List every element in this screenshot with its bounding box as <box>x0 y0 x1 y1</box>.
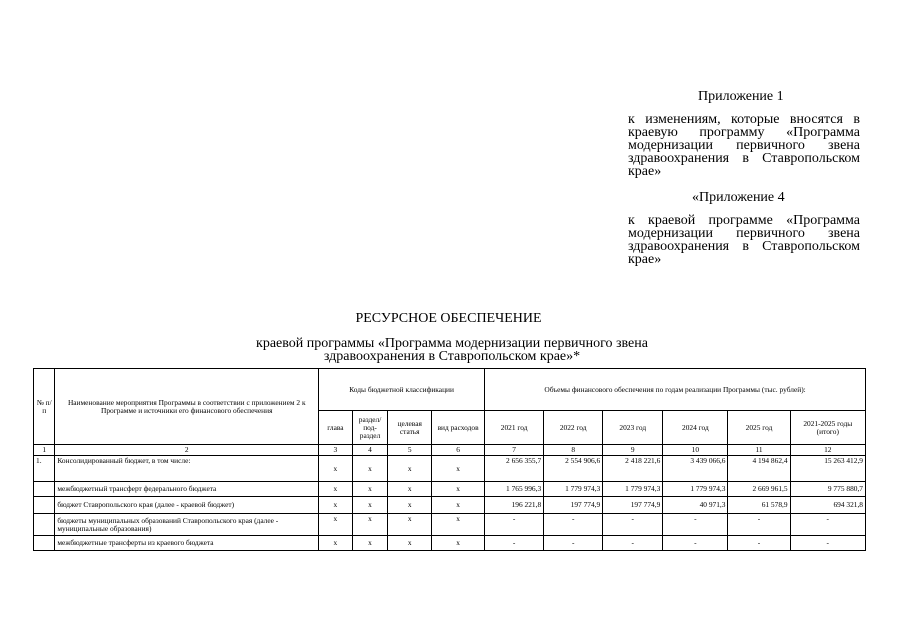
appendix1-text: к изменениям, которые вносятся в краевую программу «Программа модернизации первичного звена здравоохранения в Ставропольском крае» <box>628 112 860 179</box>
value-cell: - <box>544 514 603 536</box>
value-cell: 2 554 906,6 <box>544 456 603 482</box>
row-name: бюджеты муниципальных образований Ставропольского края (далее - муниципальные образования) <box>55 514 319 536</box>
row-no: 1. <box>34 456 55 482</box>
value-cell: 4 194 862,4 <box>728 456 790 482</box>
year-head: 2024 год <box>663 411 728 445</box>
code-head: вид расходов <box>432 411 485 445</box>
value-cell: - <box>603 536 663 551</box>
code-head: раздел/ под-раздел <box>352 411 388 445</box>
index-cell: 5 <box>388 445 432 456</box>
table-row <box>34 536 866 551</box>
value-cell: - <box>603 514 663 536</box>
value-cell: 40 971,3 <box>663 497 728 514</box>
header-no: № п/п <box>34 369 55 445</box>
value-cell: - <box>728 536 790 551</box>
code-cell: х <box>432 536 485 551</box>
value-cell: 15 263 412,9 <box>790 456 865 482</box>
index-cell: 11 <box>728 445 790 456</box>
table-row <box>34 514 866 536</box>
code-cell: х <box>352 536 388 551</box>
code-cell: х <box>352 456 388 482</box>
code-cell: х <box>432 482 485 497</box>
index-cell: 3 <box>319 445 353 456</box>
code-cell: х <box>319 482 353 497</box>
index-cell: 7 <box>485 445 544 456</box>
code-cell: х <box>388 482 432 497</box>
index-cell: 4 <box>352 445 388 456</box>
index-cell: 10 <box>663 445 728 456</box>
code-cell: х <box>352 514 388 536</box>
table-row <box>34 456 866 482</box>
code-cell: х <box>319 456 353 482</box>
value-cell: - <box>663 536 728 551</box>
row-name: бюджет Ставропольского края (далее - краевой бюджет) <box>55 497 319 514</box>
code-cell: х <box>388 536 432 551</box>
document-heading: РЕСУРСНОЕ ОБЕСПЕЧЕНИЕ <box>355 311 542 326</box>
index-cell: 6 <box>432 445 485 456</box>
value-cell: 2 669 961,5 <box>728 482 790 497</box>
value-cell: 61 578,9 <box>728 497 790 514</box>
value-cell: 196 221,8 <box>485 497 544 514</box>
appendix1-title: Приложение 1 <box>698 89 784 104</box>
document-subheading-line2: здравоохранения в Ставропольском крае»* <box>323 349 581 364</box>
row-name: Консолидированный бюджет, в том числе: <box>55 456 319 482</box>
value-cell: 197 774,9 <box>544 497 603 514</box>
value-cell: 1 779 974,3 <box>544 482 603 497</box>
value-cell: 2 418 221,6 <box>603 456 663 482</box>
value-cell: 1 765 996,3 <box>485 482 544 497</box>
header-volumes: Объемы финансового обеспечения по годам реализации Программы (тыс. рублей): <box>485 369 866 411</box>
row-no <box>34 497 55 514</box>
year-head: 2022 год <box>544 411 603 445</box>
value-cell: - <box>544 536 603 551</box>
index-cell: 12 <box>790 445 865 456</box>
code-cell: х <box>319 497 353 514</box>
header-codes: Коды бюджетной классификации <box>319 369 485 411</box>
appendix4-text: к краевой программе «Программа модернизации первичного звена здравоохранения в Ставропольском крае» <box>628 213 860 267</box>
value-cell: - <box>485 536 544 551</box>
code-head: целевая статья <box>388 411 432 445</box>
value-cell: 9 775 880,7 <box>790 482 865 497</box>
appendix4-title: «Приложение 4 <box>692 190 785 205</box>
index-row <box>34 445 866 456</box>
row-name: межбюджетный трансферт федерального бюджета <box>55 482 319 497</box>
code-cell: х <box>352 497 388 514</box>
code-cell: х <box>319 536 353 551</box>
code-cell: х <box>319 514 353 536</box>
code-cell: х <box>388 514 432 536</box>
code-cell: х <box>432 514 485 536</box>
resource-table <box>33 368 866 551</box>
document-subheading-line1: краевой программы «Программа модернизации первичного звена <box>256 336 648 351</box>
row-no <box>34 514 55 536</box>
value-cell: 1 779 974,3 <box>603 482 663 497</box>
value-cell: 1 779 974,3 <box>663 482 728 497</box>
code-cell: х <box>432 456 485 482</box>
code-cell: х <box>388 456 432 482</box>
index-cell: 2 <box>55 445 319 456</box>
year-head: 2021-2025 годы (итого) <box>790 411 865 445</box>
header-name: Наименование мероприятия Программы в соответствии с приложением 2 к Программе и источники его финансового обеспечения <box>55 369 319 445</box>
value-cell: 3 439 066,6 <box>663 456 728 482</box>
code-cell: х <box>388 497 432 514</box>
code-head: глава <box>319 411 353 445</box>
index-cell: 9 <box>603 445 663 456</box>
row-name: межбюджетные трансферты из краевого бюджета <box>55 536 319 551</box>
year-head: 2025 год <box>728 411 790 445</box>
index-cell: 8 <box>544 445 603 456</box>
code-cell: х <box>432 497 485 514</box>
year-head: 2021 год <box>485 411 544 445</box>
year-head: 2023 год <box>603 411 663 445</box>
value-cell: - <box>663 514 728 536</box>
table-row <box>34 497 866 514</box>
index-cell: 1 <box>34 445 55 456</box>
row-no <box>34 536 55 551</box>
value-cell: - <box>485 514 544 536</box>
value-cell: 2 656 355,7 <box>485 456 544 482</box>
value-cell: 197 774,9 <box>603 497 663 514</box>
value-cell: - <box>728 514 790 536</box>
row-no <box>34 482 55 497</box>
table-row <box>34 482 866 497</box>
value-cell: 694 321,8 <box>790 497 865 514</box>
code-cell: х <box>352 482 388 497</box>
value-cell: - <box>790 536 865 551</box>
value-cell: - <box>790 514 865 536</box>
